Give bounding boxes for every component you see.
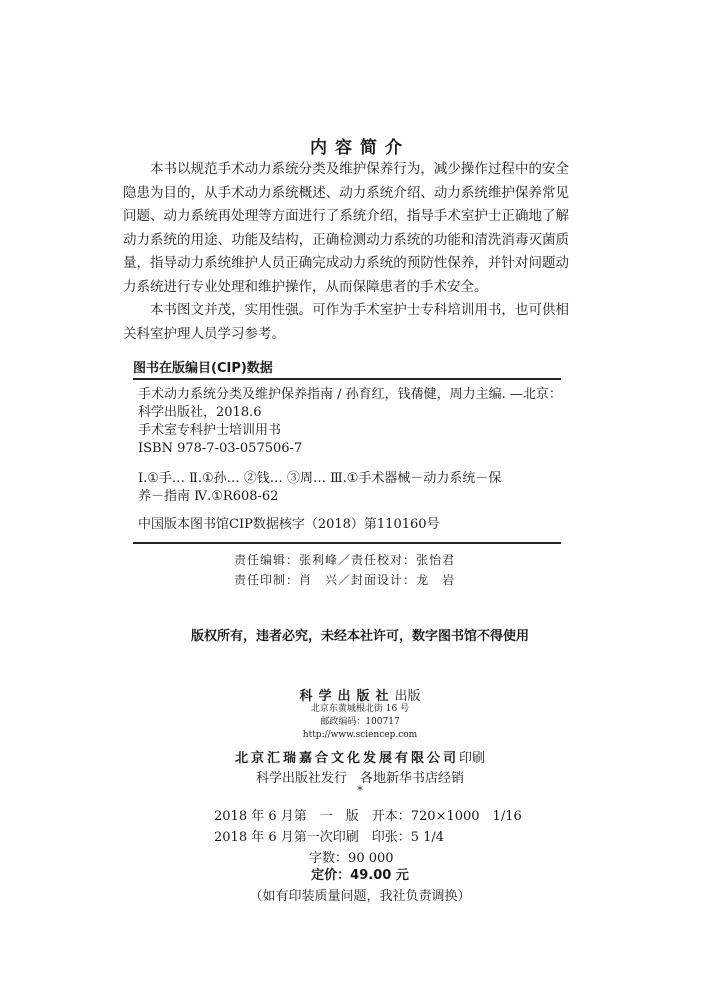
cip-bottom-rule [133, 542, 561, 544]
publisher-postcode: 邮政编码：100717 [320, 717, 400, 727]
quality-note: （如有印装质量问题，我社负责调换） [249, 889, 471, 904]
design-name: 龙 岩 [416, 573, 456, 587]
publisher-suffix: 出版 [394, 689, 421, 704]
summary-paragraph: 本书以规范手术动力系统分类及维护保养行为，减少操作过程中的安全隐患为目的，从手术动力系统概述、动力系统介绍、动力系统维护保养常见问题、动力系统再处理等方面进行了系统介绍，指导手术室护士正确地了解动力系统的用途、功能及结构，正确检测动力系统的功能和清洗消毒灭菌质量，指导动力系统维护人员正确完成动力系统的预防性保养，并针对问题动力系统进行专业处理和维护操作，从而保障患者的手术安全。 [123, 161, 569, 295]
cip-bibliographic [138, 386, 563, 458]
rights-statement: 版权所有，违者必究，未经本社许可，数字图书馆不得使用 [190, 629, 529, 644]
printer-suffix: 印刷 [459, 751, 486, 766]
cip-classification [138, 470, 563, 506]
cip-line: 手术动力系统分类及维护保养指南 / 孙育红，钱蒨健，周力主编. —北京： [138, 387, 562, 402]
cip-line: 科学出版社，2018.6 [138, 405, 262, 420]
summary-paragraph: 本书图文并茂，实用性强。可作为手术室护士专科培训用书，也可供相关科室护理人员学习参考。 [123, 302, 569, 342]
printing-line: 2018 年 6 月第一次印刷 印张：5 1/4 [214, 830, 445, 845]
cip-heading: 图书在版编目(CIP)数据 [133, 361, 273, 376]
summary-body [123, 158, 569, 346]
distribution: 科学出版社发行 各地新华书店经销 [255, 771, 464, 786]
publisher-name: 科学出版社 [299, 689, 395, 704]
printer-name: 北京汇瑞嘉合文化发展有限公司 [234, 751, 459, 766]
publisher [0, 685, 720, 704]
price: 定价：49.00 元 [311, 868, 409, 883]
editor-name: 张利峰 [299, 553, 339, 567]
summary-title: 内容简介 [310, 138, 410, 158]
word-count: 字数：90 000 [214, 851, 394, 866]
cip-class-line: Ⅰ.①手… Ⅱ.①孙… ②钱… ③周… Ⅲ.①手术器械－动力系统－保 [138, 471, 502, 486]
cip-top-rule [133, 378, 561, 380]
printer [0, 747, 720, 766]
proof-name: 张怡君 [416, 553, 456, 567]
cip-record-text: 中国版本图书馆CIP数据核字（2018）第110160号 [138, 517, 440, 532]
cip-line: ISBN 978-7-03-057506-7 [138, 441, 303, 456]
credits: 责任编辑：张利峰／责任校对：张怡君 责任印制：肖 兴／封面设计：龙 岩 [234, 550, 455, 590]
edition-line: 2018 年 6 月第 一 版 开本：720×1000 1/16 [214, 809, 522, 824]
edition-specs [214, 806, 522, 869]
design-label: 封面设计： [351, 573, 417, 587]
publisher-address: 北京东黄城根北街 16 号 [310, 704, 410, 714]
print-label: 责任印制： [234, 573, 300, 587]
editor-label: 责任编辑： [234, 553, 300, 567]
print-name: 肖 兴 [299, 573, 339, 587]
separator-star: * [357, 784, 363, 797]
cip-record [138, 516, 563, 534]
publisher-url: http://www.sciencep.com [302, 730, 418, 740]
proof-label: 责任校对： [351, 553, 417, 567]
cip-class-line: 养－指南 Ⅳ.①R608-62 [138, 489, 279, 504]
cip-line: 手术室专科护士培训用书 [138, 423, 282, 438]
